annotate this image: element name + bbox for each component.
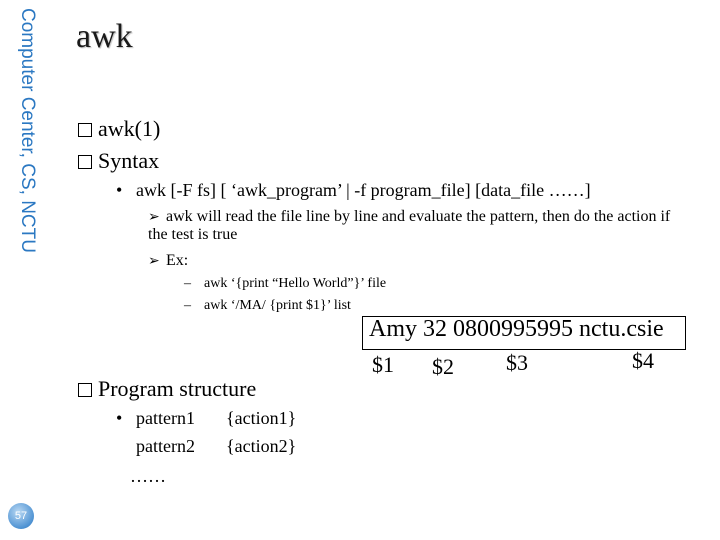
syntax-line: • awk [-F fs] [ ‘awk_program’ | -f program_file] [data_file ……] bbox=[116, 180, 591, 200]
dash-bullet-icon: – bbox=[184, 298, 191, 313]
action1-text: {action1} bbox=[226, 408, 297, 428]
square-bullet-icon bbox=[78, 383, 92, 397]
arrow-bullet-icon: ➢ bbox=[148, 209, 160, 225]
example-1: – awk ‘{print “Hello World”}’ file bbox=[184, 276, 387, 291]
field-var-2: $2 bbox=[432, 354, 454, 379]
square-bullet-icon bbox=[78, 123, 92, 137]
example-2: – awk ‘/MA/ {print $1}’ list bbox=[184, 298, 351, 313]
bullet-program-structure: Program structure bbox=[78, 376, 256, 402]
square-bullet-icon bbox=[78, 155, 92, 169]
sidebar-label: Computer Center, CS, NCTU bbox=[17, 8, 38, 253]
program-line-1 bbox=[116, 408, 195, 429]
field-var-3: $3 bbox=[506, 350, 528, 375]
pattern1-text: pattern1 bbox=[136, 408, 195, 428]
sidebar bbox=[0, 0, 46, 540]
ex-label: ➢ Ex: bbox=[148, 252, 189, 269]
arrow-bullet-icon: ➢ bbox=[148, 253, 160, 269]
bullet-syntax: Syntax bbox=[78, 148, 159, 174]
slide-title: awk bbox=[76, 18, 133, 55]
read-description: ➢ awk will read the file line by line and evaluate the pattern, then do the action if the test is true bbox=[148, 208, 671, 243]
field-var-1: $1 bbox=[372, 352, 394, 377]
dot-bullet-icon: • bbox=[116, 408, 123, 428]
program-ellipsis: …… bbox=[130, 466, 166, 486]
dash-bullet-icon: – bbox=[184, 276, 191, 291]
pattern2-text: pattern2 bbox=[136, 436, 195, 456]
field-var-4: $4 bbox=[632, 348, 654, 373]
dot-bullet-icon: • bbox=[116, 180, 123, 200]
record-text: Amy 32 0800995995 nctu.csie bbox=[369, 316, 664, 342]
action2-text: {action2} bbox=[226, 436, 297, 456]
page-number-badge: 57 bbox=[8, 503, 34, 529]
bullet-awk1: awk(1) bbox=[78, 116, 160, 142]
